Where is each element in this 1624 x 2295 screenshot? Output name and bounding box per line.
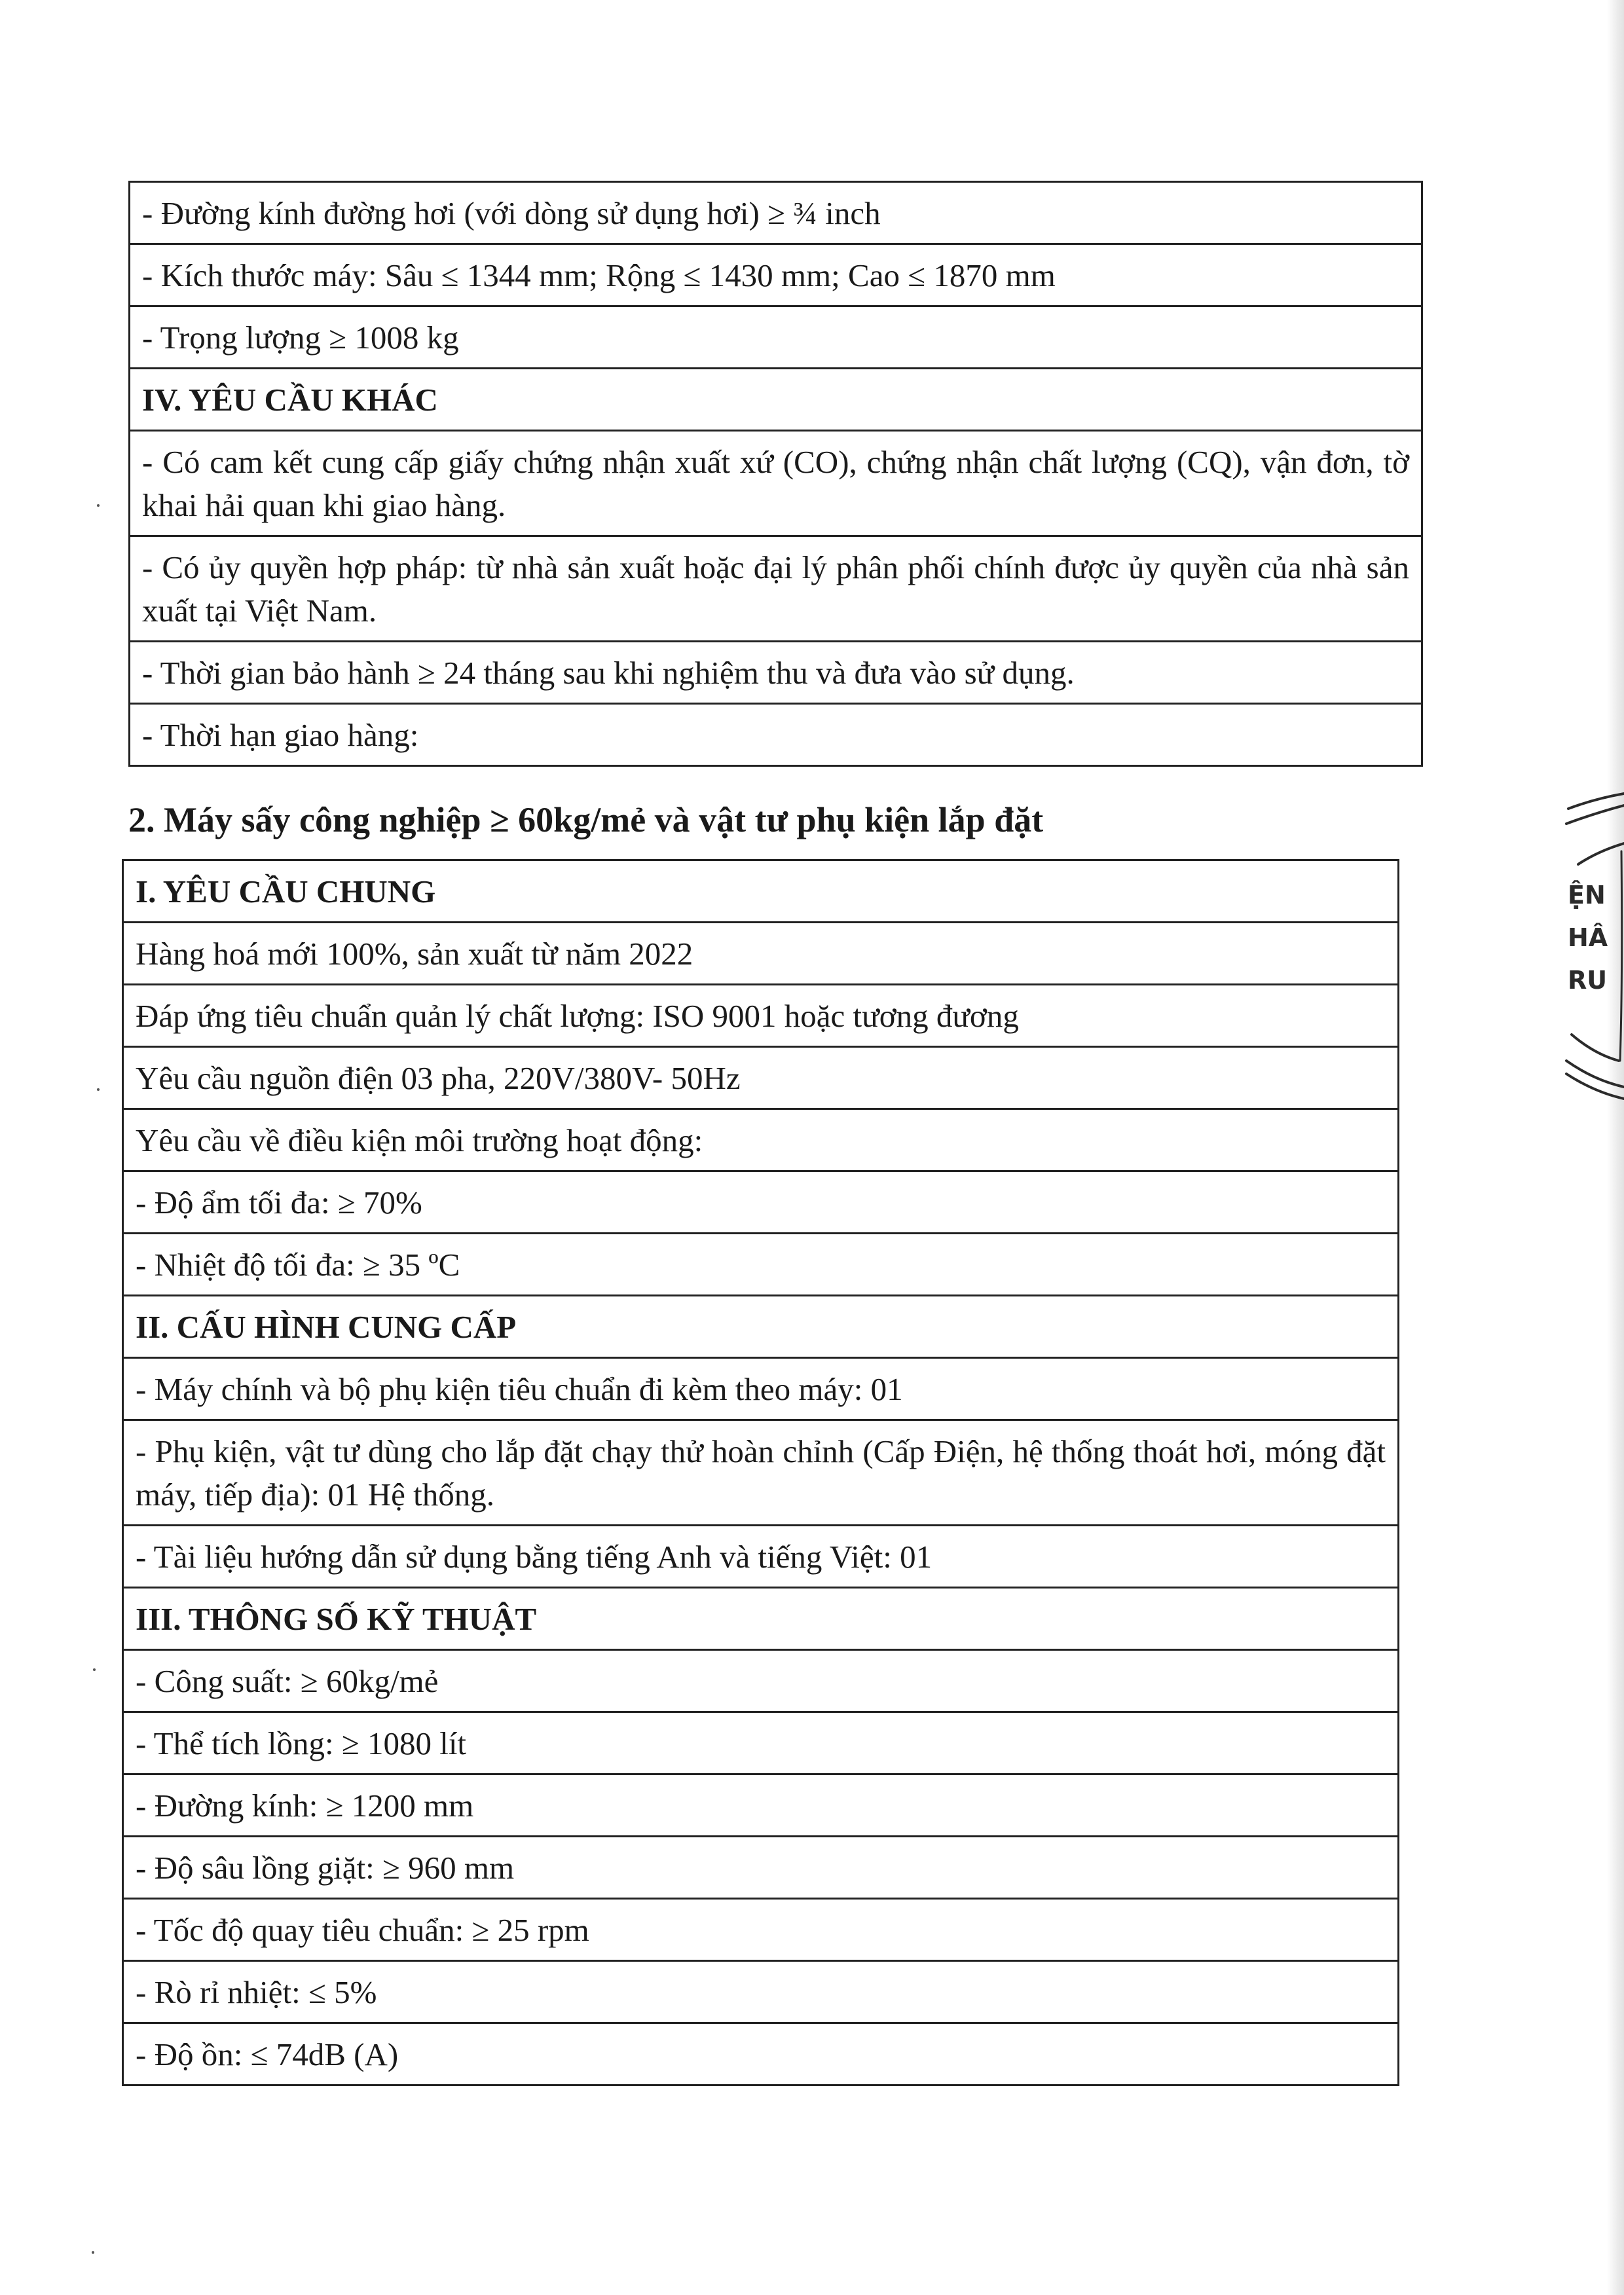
table-cell: Yêu cầu nguồn điện 03 pha, 220V/380V- 50Hz [123,1047,1399,1109]
table-heading: II. CẤU HÌNH CUNG CẤP [123,1296,1399,1358]
scan-speck [97,504,100,507]
table-cell: - Tài liệu hướng dẫn sử dụng bằng tiếng Anh và tiếng Việt: 01 [123,1526,1399,1588]
stamp-text: ỆN [1568,881,1606,909]
table-cell: - Độ ồn: ≤ 74dB (A) [123,2023,1399,2085]
table-cell: - Độ sâu lồng giặt: ≥ 960 mm [123,1837,1399,1899]
stamp-text: RU [1568,966,1608,995]
scan-speck [97,1088,100,1091]
table-cell: - Có ủy quyền hợp pháp: từ nhà sản xuất hoặc đại lý phân phối chính được ủy quyền của nhà sản xuất tại Việt Nam. [130,536,1422,642]
stamp-fragment [1559,786,1624,1126]
stamp-text: HÂ [1568,923,1608,952]
table-cell: - Thời gian bảo hành ≥ 24 tháng sau khi nghiệm thu và đưa vào sử dụng. [130,642,1422,704]
table-cell: - Phụ kiện, vật tư dùng cho lắp đặt chạy thử hoàn chỉnh (Cấp Điện, hệ thống thoát hơi, móng đặt máy, tiếp địa): 01 Hệ thống. [123,1420,1399,1526]
table-cell: - Rò rỉ nhiệt: ≤ 5% [123,1961,1399,2023]
table-cell: - Trọng lượng ≥ 1008 kg [130,306,1422,369]
table-cell: - Công suất: ≥ 60kg/mẻ [123,1650,1399,1712]
table-cell: - Có cam kết cung cấp giấy chứng nhận xuất xứ (CO), chứng nhận chất lượng (CQ), vận đơn, tờ khai hải quan khi giao hàng. [130,431,1422,536]
table-cell: - Đường kính: ≥ 1200 mm [123,1774,1399,1837]
table-heading: III. THÔNG SỐ KỸ THUẬT [123,1588,1399,1650]
table-cell: - Tốc độ quay tiêu chuẩn: ≥ 25 rpm [123,1899,1399,1961]
spec-table-top [128,181,1423,767]
table-cell: - Máy chính và bộ phụ kiện tiêu chuẩn đi kèm theo máy: 01 [123,1358,1399,1420]
scan-speck [92,2251,94,2254]
table-cell: - Đường kính đường hơi (với dòng sử dụng hơi) ≥ ¾ inch [130,182,1422,244]
scan-speck [93,1668,96,1671]
table-cell: Hàng hoá mới 100%, sản xuất từ năm 2022 [123,923,1399,985]
table-cell: - Nhiệt độ tối đa: ≥ 35 ºC [123,1234,1399,1296]
spec-table-bottom [122,859,1399,2086]
table-cell: - Độ ẩm tối đa: ≥ 70% [123,1171,1399,1234]
table-cell: Yêu cầu về điều kiện môi trường hoạt động: [123,1109,1399,1171]
table-cell: Đáp ứng tiêu chuẩn quản lý chất lượng: ISO 9001 hoặc tương đương [123,985,1399,1047]
section-title: 2. Máy sấy công nghiệp ≥ 60kg/mẻ và vật tư phụ kiện lắp đặt [128,800,1044,839]
table-cell: - Thời hạn giao hàng: [130,704,1422,766]
page-edge [1607,0,1624,2295]
table-heading: I. YÊU CẦU CHUNG [123,860,1399,923]
table-heading: IV. YÊU CẦU KHÁC [130,369,1422,431]
table-cell: - Kích thước máy: Sâu ≤ 1344 mm; Rộng ≤ 1430 mm; Cao ≤ 1870 mm [130,244,1422,306]
table-cell: - Thể tích lồng: ≥ 1080 lít [123,1712,1399,1774]
